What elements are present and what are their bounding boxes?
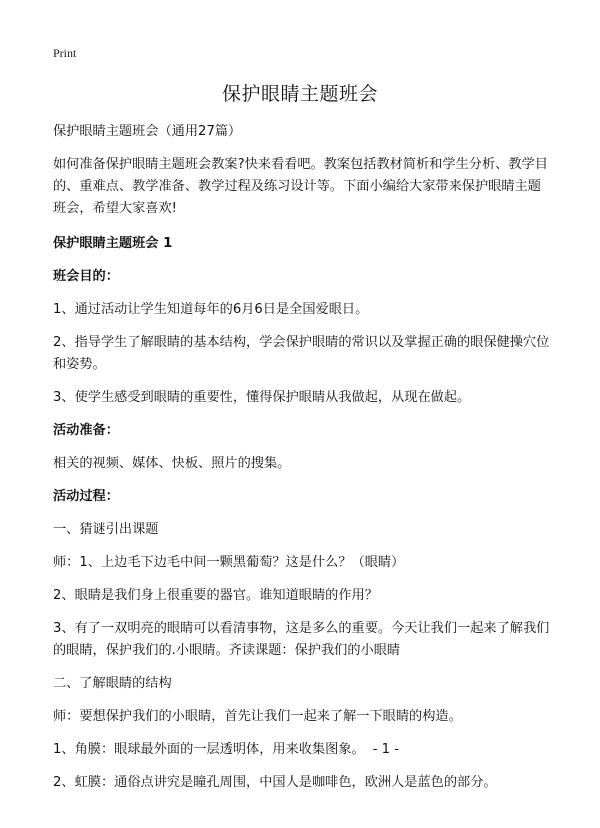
prep-heading: 活动准备：	[53, 423, 119, 438]
step2-title: 二、了解眼睛的结构	[53, 676, 172, 691]
step2-item-text: 1、角膜：眼球最外面的一层透明体，用来收集图象。	[53, 742, 365, 757]
document-subtitle: 保护眼睛主题班会（通用27篇）	[53, 124, 242, 139]
document-title: 保护眼睛主题班会	[221, 83, 378, 105]
step1-line: 2、眼睛是我们身上很重要的器官。谁知道眼睛的作用？	[53, 588, 378, 603]
print-label: Print	[53, 46, 77, 60]
step1-line: 3、有了一双明亮的眼睛可以看清事物，这是多么的重要。今天让我们一起来了解我们的眼睛，保护我们的.小眼睛。齐读课题：保护我们的小眼睛	[53, 621, 550, 658]
intro-paragraph: 如何准备保护眼睛主题班会教案?快来看看吧。教案包括教材简析和学生分析、教学目的、重难点、教学准备、教学过程及练习设计等。下面小编给大家带来保护眼睛主题班会，希望大家喜欢!	[53, 157, 548, 216]
page-number: - 1 -	[372, 742, 399, 757]
document-body	[53, 121, 553, 805]
step1-line: 师：1、上边毛下边毛中间一颗黑葡萄？这是什么？（眼睛）	[53, 555, 405, 570]
step2-intro: 师：要想保护我们的小眼睛，首先让我们一起来了解一下眼睛的构造。	[53, 709, 462, 724]
step2-item: 2、虹膜：通俗点讲究是瞳孔周围，中国人是咖啡色，欧洲人是蓝色的部分。	[53, 775, 497, 790]
goal-item: 2、指导学生了解眼睛的基本结构，学会保护眼睛的常识以及掌握正确的眼保健操穴位和姿势。	[53, 335, 550, 372]
goal-heading: 班会目的：	[53, 269, 119, 284]
prep-text: 相关的视频、媒体、快板、照片的搜集。	[53, 456, 291, 471]
step1-title: 一、猜谜引出课题	[53, 522, 159, 537]
goal-item: 3、使学生感受到眼睛的重要性，懂得保护眼睛从我做起，从现在做起。	[53, 390, 471, 405]
process-heading: 活动过程：	[53, 489, 119, 504]
section-title: 保护眼睛主题班会 1	[53, 236, 173, 251]
goal-item: 1、通过活动让学生知道每年的6月6日是全国爱眼日。	[53, 302, 369, 317]
step2-item	[53, 739, 553, 761]
